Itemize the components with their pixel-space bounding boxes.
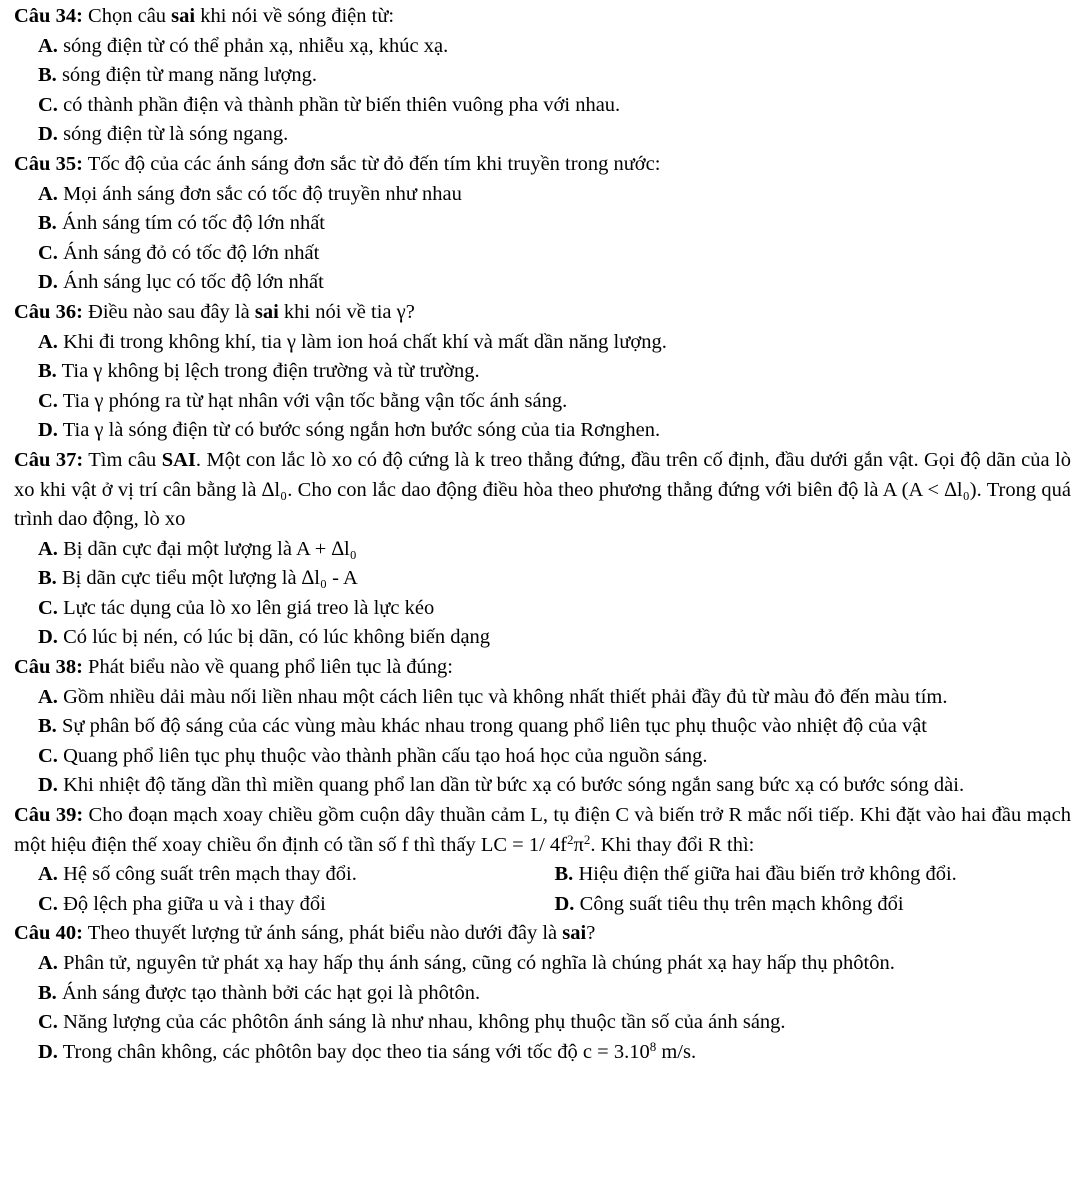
question-number: Câu 37: (14, 448, 84, 471)
option-c: C. Ánh sáng đỏ có tốc độ lớn nhất (38, 241, 320, 264)
option-c: C. Tia γ phóng ra từ hạt nhân với vận tốc bằng vận tốc ánh sáng. (38, 389, 568, 412)
option-d: D. Có lúc bị nén, có lúc bị dãn, có lúc không biến dạng (38, 626, 491, 649)
option-b: B. Tia γ không bị lệch trong điện trường và từ trường. (38, 360, 480, 383)
question-number: Câu 35: (14, 152, 83, 175)
option-b: B. Ánh sáng được tạo thành bởi các hạt gọi là phôtôn. (38, 981, 481, 1004)
option-a: A. Hệ số công suất trên mạch thay đổi. (38, 863, 357, 886)
option-a: A. Khi đi trong không khí, tia γ làm ion hoá chất khí và mất dần năng lượng. (38, 330, 667, 353)
question-stem: Câu 34: Chọn câu sai khi nói về sóng điện từ: (14, 5, 395, 27)
option-b: B. Ánh sáng tím có tốc độ lớn nhất (38, 212, 326, 235)
option-d: D. sóng điện từ là sóng ngang. (38, 123, 289, 146)
option-a: A. Gồm nhiều dải màu nối liền nhau một cách liên tục và không nhất thiết phải đầy đủ từ màu đỏ đến màu tím. (38, 685, 948, 708)
question-number: Câu 39: (14, 804, 84, 827)
options-row-2 (14, 890, 1071, 920)
question-number: Câu 38: (14, 656, 83, 679)
option-c: C. Năng lượng của các phôtôn ánh sáng là như nhau, không phụ thuộc tần số của ánh sáng. (38, 1011, 786, 1034)
question-39 (14, 801, 1071, 919)
question-stem: Câu 36: Điều nào sau đây là sai khi nói về tia γ? (14, 300, 415, 323)
question-38 (14, 653, 1071, 801)
emphasis-word: sai (562, 922, 587, 945)
question-37 (14, 446, 1071, 653)
emphasis-word: SAI (161, 448, 196, 471)
option-a: A. Mọi ánh sáng đơn sắc có tốc độ truyền như nhau (38, 182, 462, 205)
option-a: A. Bị dãn cực đại một lượng là A + ∆l₀ (38, 537, 357, 560)
question-stem: Câu 38: Phát biểu nào về quang phổ liên tục là đúng: (14, 656, 453, 679)
question-34 (14, 2, 1071, 150)
option-d: D. Trong chân không, các phôtôn bay dọc theo tia sáng với tốc độ $c = 3.10^8$ m/s. (38, 1038, 697, 1063)
option-d: D. Khi nhiệt độ tăng dần thì miền quang phổ lan dần từ bức xạ có bước sóng ngắn sang bức xạ có bước sóng dài. (38, 774, 965, 797)
option-b: B. Sự phân bố độ sáng của các vùng màu khác nhau trong quang phổ liên tục phụ thuộc vào nhiệt độ của vật (38, 715, 927, 738)
question-40 (14, 919, 1071, 1067)
question-stem: Câu 35: Tốc độ của các ánh sáng đơn sắc từ đỏ đến tím khi truyền trong nước: (14, 152, 661, 175)
emphasis-word: sai (254, 300, 279, 323)
option-d: D. Công suất tiêu thụ trên mạch không đổi (554, 892, 904, 915)
option-c: C. Lực tác dụng của lò xo lên giá treo là lực kéo (38, 596, 435, 619)
option-a: A. Phân tử, nguyên tử phát xạ hay hấp thụ ánh sáng, cũng có nghĩa là chúng phát xạ hay hấp thụ phôtôn. (38, 952, 895, 974)
question-number: Câu 34: (14, 5, 83, 27)
question-36 (14, 298, 1071, 446)
question-number: Câu 40: (14, 922, 83, 945)
option-c: C. có thành phần điện và thành phần từ biến thiên vuông pha với nhau. (38, 93, 621, 116)
question-stem: Câu 37: Tìm câu SAI. Một con lắc lò xo có độ cứng là k treo thẳng đứng, đầu trên cố định, đầu dưới gắn vật. Gọi độ dãn của lò xo khi vật ở vị trí cân bằng là ∆l₀. Cho con lắc dao động điều hòa theo phương thẳng đứng với biên độ là A (A < ∆l₀). Trong quá trình dao động, lò xo (14, 448, 1071, 531)
option-a: A. sóng điện từ có thể phản xạ, nhiễu xạ, khúc xạ. (38, 34, 449, 57)
option-d: D. Ánh sáng lục có tốc độ lớn nhất (38, 271, 324, 294)
option-c: C. Độ lệch pha giữa u và i thay đổi (38, 892, 326, 915)
option-b: B. sóng điện từ mang năng lượng. (38, 64, 318, 87)
option-b: B. Bị dãn cực tiểu một lượng là ∆l₀ - A (38, 567, 358, 590)
question-stem: Câu 39: Cho đoạn mạch xoay chiều gồm cuộn dây thuần cảm L, tụ điện C và biến trở R mắc nối tiếp. Khi đặt vào hai đầu mạch một hiệu điện thế xoay chiều ổn định có tần số f thì thấy LC = 1/ $4f^2\pi^2$. Khi thay đổi R thì: (14, 804, 1072, 856)
options-row-1 (14, 860, 1071, 890)
option-b: B. Hiệu điện thế giữa hai đầu biến trở không đổi. (554, 863, 957, 886)
emphasis-word: sai (171, 5, 196, 27)
option-c: C. Quang phổ liên tục phụ thuộc vào thành phần cấu tạo hoá học của nguồn sáng. (38, 744, 708, 767)
option-d: D. Tia γ là sóng điện từ có bước sóng ngắn hơn bước sóng của tia Rơnghen. (38, 419, 661, 442)
question-35 (14, 150, 1071, 298)
question-number: Câu 36: (14, 300, 83, 323)
question-stem: Câu 40: Theo thuyết lượng tử ánh sáng, phát biểu nào dưới đây là sai? (14, 922, 596, 945)
